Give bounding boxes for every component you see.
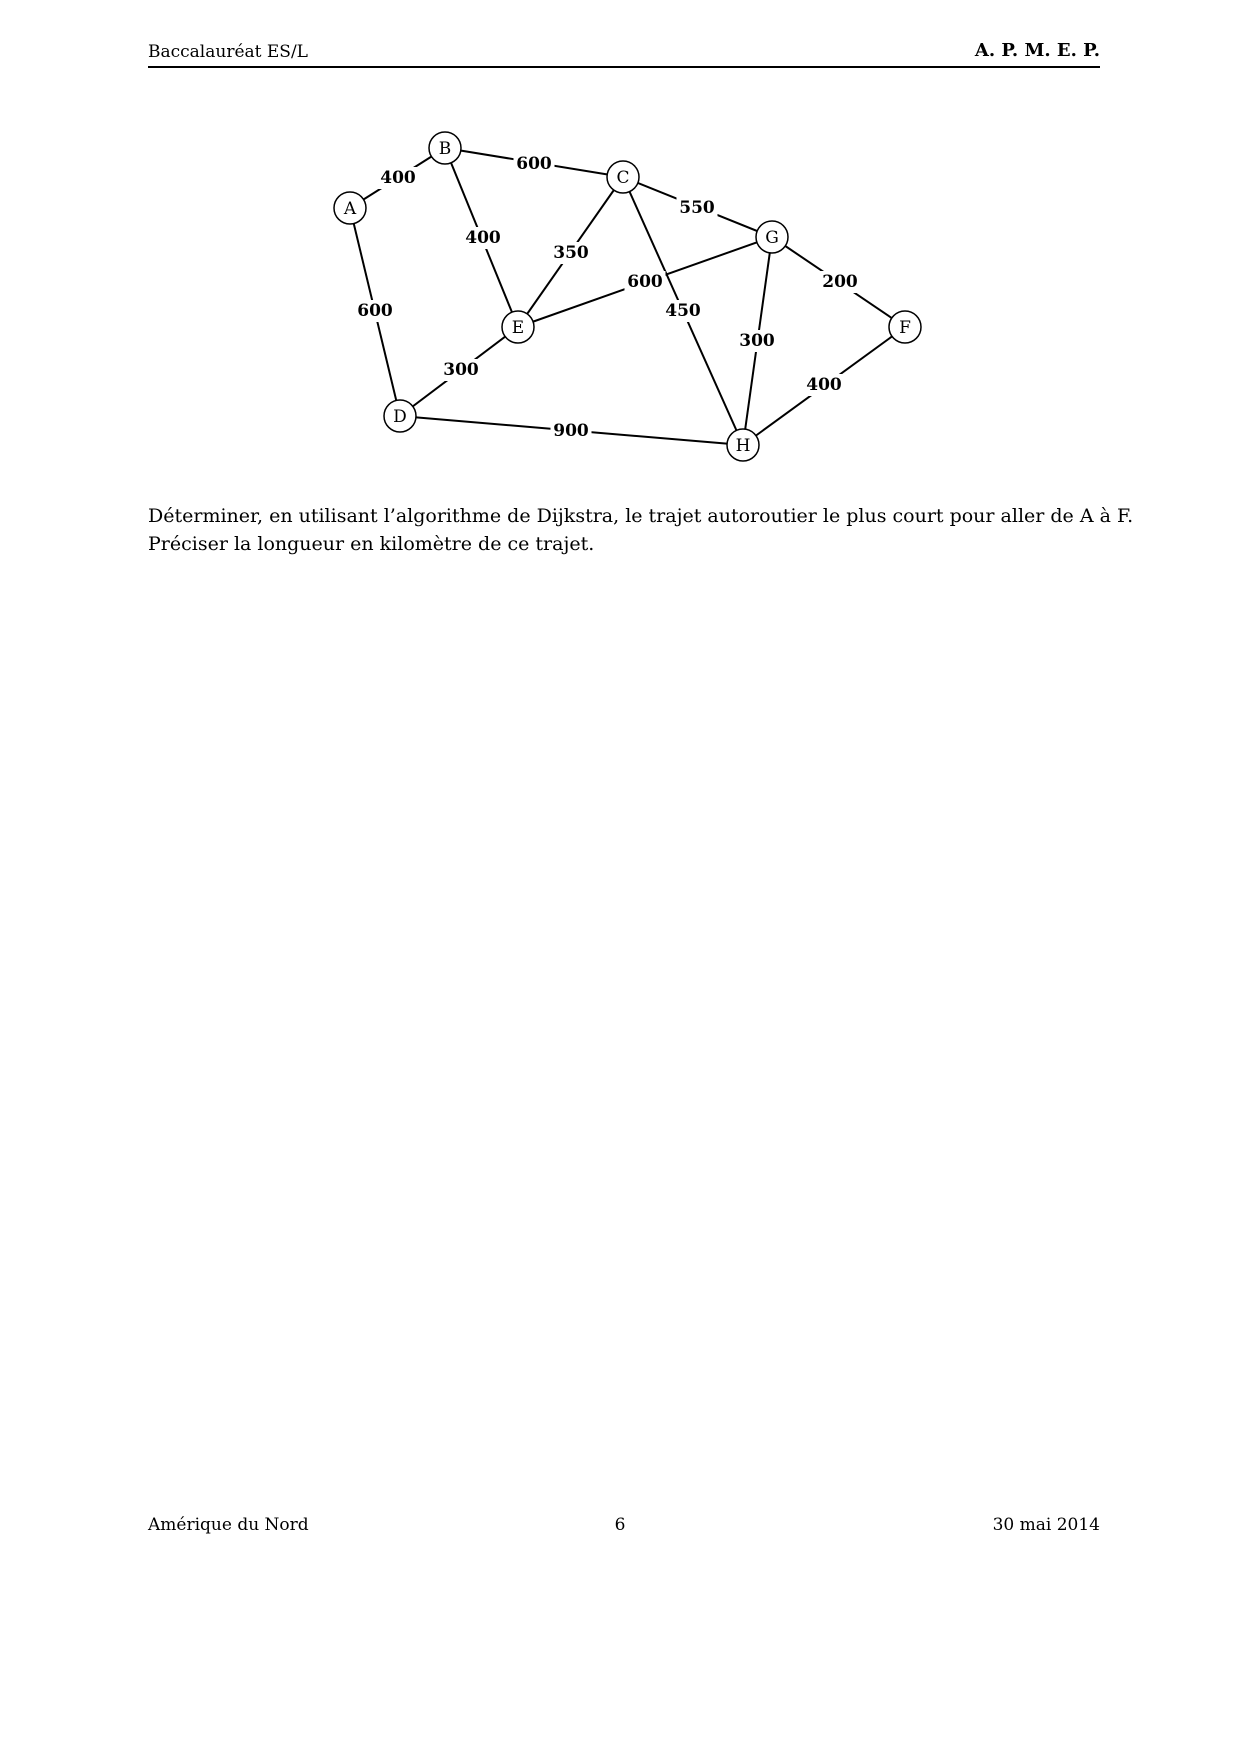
node-C-label: C	[616, 168, 630, 188]
node-H-label: H	[735, 436, 751, 456]
node-G-label: G	[765, 228, 779, 248]
node-B-label: B	[438, 139, 452, 159]
edge-weight-C-G: 550	[679, 198, 715, 218]
footer-page-number: 6	[614, 1515, 626, 1535]
node-F-label: F	[899, 318, 911, 338]
edge-weight-G-H: 300	[739, 331, 775, 351]
edge-weight-H-F: 400	[806, 375, 842, 395]
edge-weight-G-F: 200	[822, 272, 858, 292]
header-title: Baccalauréat ES/L	[148, 42, 308, 62]
node-D-label: D	[393, 407, 407, 427]
footer-location: Amérique du Nord	[148, 1515, 309, 1535]
edge-weight-A-D: 600	[357, 301, 393, 321]
footer-date: 30 mai 2014	[992, 1515, 1100, 1535]
header-publisher: A. P. M. E. P.	[974, 40, 1100, 61]
edge-weight-C-E: 350	[553, 243, 589, 263]
exercise-question-line-2: Préciser la longueur en kilomètre de ce trajet.	[148, 533, 595, 555]
edge-weight-B-E: 400	[465, 228, 501, 248]
edge-weight-D-E: 300	[443, 360, 479, 380]
edge-weight-D-H: 900	[553, 421, 589, 441]
exercise-text	[148, 502, 1133, 558]
exercise-question-line-1: Déterminer, en utilisant l’algorithme de Dijkstra, le trajet autoroutier le plus court pour aller de A à F.	[148, 505, 1134, 527]
weighted-graph-diagram	[0, 0, 1240, 480]
edge-weight-E-G: 600	[627, 272, 663, 292]
edge-weight-A-B: 400	[380, 168, 416, 188]
edge-weight-C-H: 450	[665, 301, 701, 321]
node-E-label: E	[511, 318, 525, 338]
node-A-label: A	[343, 199, 357, 219]
edge-weight-B-C: 600	[516, 154, 552, 174]
